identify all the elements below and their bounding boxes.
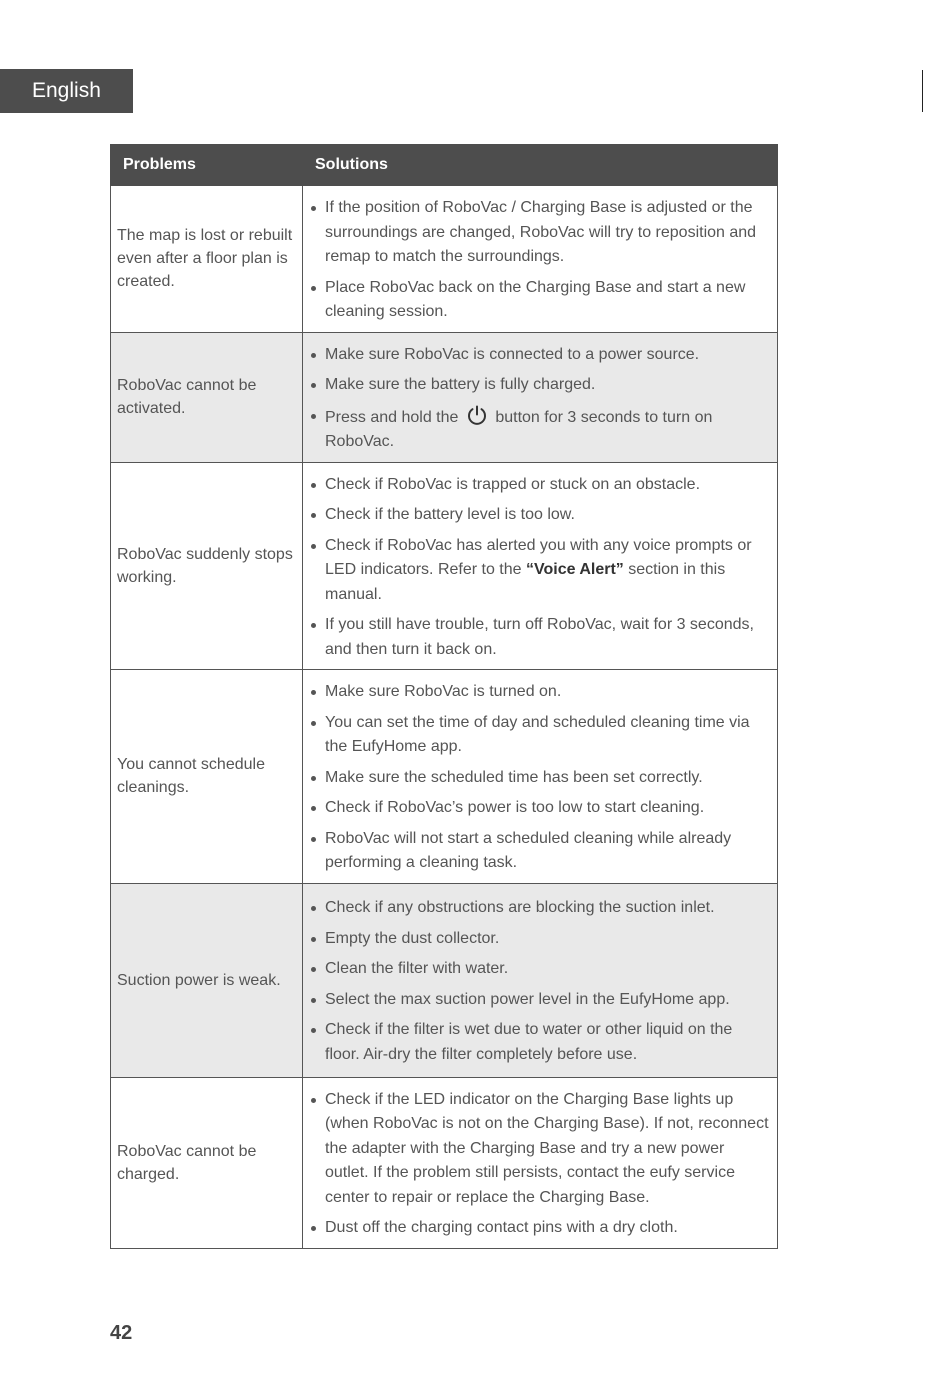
bullet-icon (311, 998, 316, 1003)
solution-text: Check if the LED indicator on the Charging Base lights up (when RoboVac is not on the Charging Base). If not, reconnect the adapter with the Charging Base and try a new power outlet. If the problem still persists, contact the eufy service center to repair or replace the Charging Base. (325, 1090, 769, 1206)
solution-cell (303, 332, 778, 462)
solution-list (307, 473, 771, 663)
list-item (307, 711, 771, 760)
list-item (307, 404, 771, 455)
bullet-icon (311, 1028, 316, 1033)
table-row (111, 186, 778, 333)
bullet-icon (311, 206, 316, 211)
list-item (307, 680, 771, 705)
solution-text: Check if RoboVac’s power is too low to start cleaning. (325, 799, 705, 816)
list-item (307, 473, 771, 498)
table-row (111, 332, 778, 462)
list-item (307, 766, 771, 791)
bullet-icon (311, 906, 316, 911)
problem-cell: RoboVac cannot be charged. (111, 1077, 303, 1248)
solution-text: Check if the battery level is too low. (325, 506, 575, 523)
header-problems: Problems (111, 145, 303, 186)
bullet-icon (311, 967, 316, 972)
list-item (307, 988, 771, 1013)
list-item (307, 827, 771, 876)
list-item (307, 373, 771, 398)
problem-cell: Suction power is weak. (111, 883, 303, 1077)
bullet-icon (311, 414, 316, 419)
solution-text: Make sure RoboVac is turned on. (325, 683, 562, 700)
table-row (111, 883, 778, 1077)
bullet-icon (311, 286, 316, 291)
solution-cell (303, 670, 778, 884)
bullet-icon (311, 383, 316, 388)
list-item (307, 503, 771, 528)
bullet-icon (311, 837, 316, 842)
solution-text: Check if any obstructions are blocking the suction inlet. (325, 899, 715, 916)
list-item (307, 796, 771, 821)
solution-text-after-icon: button for 3 seconds to turn on RoboVac. (325, 408, 713, 450)
voice-alert-reference: “Voice Alert” (526, 561, 624, 578)
solution-text-before-icon: Press and hold the (325, 408, 459, 426)
bullet-icon (311, 623, 316, 628)
table-row (111, 1077, 778, 1248)
solution-text: section in this manual. (325, 561, 726, 603)
list-item (307, 196, 771, 270)
solution-text: Select the max suction power level in the EufyHome app. (325, 990, 730, 1008)
troubleshooting-table (110, 144, 778, 1249)
bullet-icon (311, 1098, 316, 1103)
solution-cell (303, 462, 778, 670)
solution-text: RoboVac will not start a scheduled cleaning while already performing a cleaning task. (325, 829, 732, 871)
solution-cell (303, 1077, 778, 1248)
solution-text: Check if the filter is wet due to water or other liquid on the floor. Air-dry the filter completely before use. (325, 1021, 733, 1063)
problem-cell: You cannot schedule cleanings. (111, 670, 303, 884)
list-item (307, 1018, 771, 1067)
power-icon (466, 404, 488, 426)
solution-text: Make sure the battery is fully charged. (325, 376, 596, 393)
solution-text: Clean the filter with water. (325, 960, 509, 977)
solution-text: If you still have trouble, turn off RoboVac, wait for 3 seconds, and then turn it back on. (325, 616, 754, 658)
solution-list (307, 680, 771, 876)
list-item (307, 1088, 771, 1211)
bullet-icon (311, 806, 316, 811)
bullet-icon (311, 690, 316, 695)
bullet-icon (311, 937, 316, 942)
table-header-row (111, 145, 778, 186)
bullet-icon (311, 544, 316, 549)
header-solutions: Solutions (303, 145, 778, 186)
list-item (307, 957, 771, 982)
bullet-icon (311, 721, 316, 726)
list-item (307, 896, 771, 921)
solution-text: If the position of RoboVac / Charging Base is adjusted or the surroundings are changed, RoboVac will try to reposition and remap to match the surroundings. (325, 199, 757, 265)
bullet-icon (311, 513, 316, 518)
problem-cell: RoboVac suddenly stops working. (111, 462, 303, 670)
solution-cell (303, 883, 778, 1077)
solution-text: Check if RoboVac has alerted you with any voice prompts or LED indicators. Refer to the (325, 536, 752, 578)
solution-list (307, 1088, 771, 1241)
solution-text: Empty the dust collector. (325, 929, 500, 947)
bullet-icon (311, 1226, 316, 1231)
solution-text: Make sure RoboVac is connected to a power source. (325, 345, 700, 363)
list-item (307, 927, 771, 952)
solution-text: Make sure the scheduled time has been set correctly. (325, 768, 703, 786)
solution-list (307, 196, 771, 325)
solution-list (307, 896, 771, 1067)
problem-cell: The map is lost or rebuilt even after a floor plan is created. (111, 186, 303, 333)
solution-list (307, 343, 771, 455)
problem-cell: RoboVac cannot be activated. (111, 332, 303, 462)
bullet-icon (311, 776, 316, 781)
page-number: 42 (110, 1322, 133, 1344)
list-item (307, 613, 771, 662)
table-row (111, 462, 778, 670)
solution-text: Dust off the charging contact pins with a dry cloth. (325, 1219, 678, 1236)
page-edge-mark (922, 70, 923, 112)
solution-cell (303, 186, 778, 333)
solution-text: You can set the time of day and scheduled cleaning time via the EufyHome app. (325, 713, 750, 755)
solution-text: Place RoboVac back on the Charging Base and start a new cleaning session. (325, 278, 746, 320)
list-item (307, 276, 771, 325)
solution-text: Check if RoboVac is trapped or stuck on an obstacle. (325, 475, 701, 493)
bullet-icon (311, 353, 316, 358)
language-tab: English (0, 69, 133, 113)
list-item (307, 534, 771, 608)
list-item (307, 1216, 771, 1241)
table-row (111, 670, 778, 884)
list-item (307, 343, 771, 368)
bullet-icon (311, 483, 316, 488)
